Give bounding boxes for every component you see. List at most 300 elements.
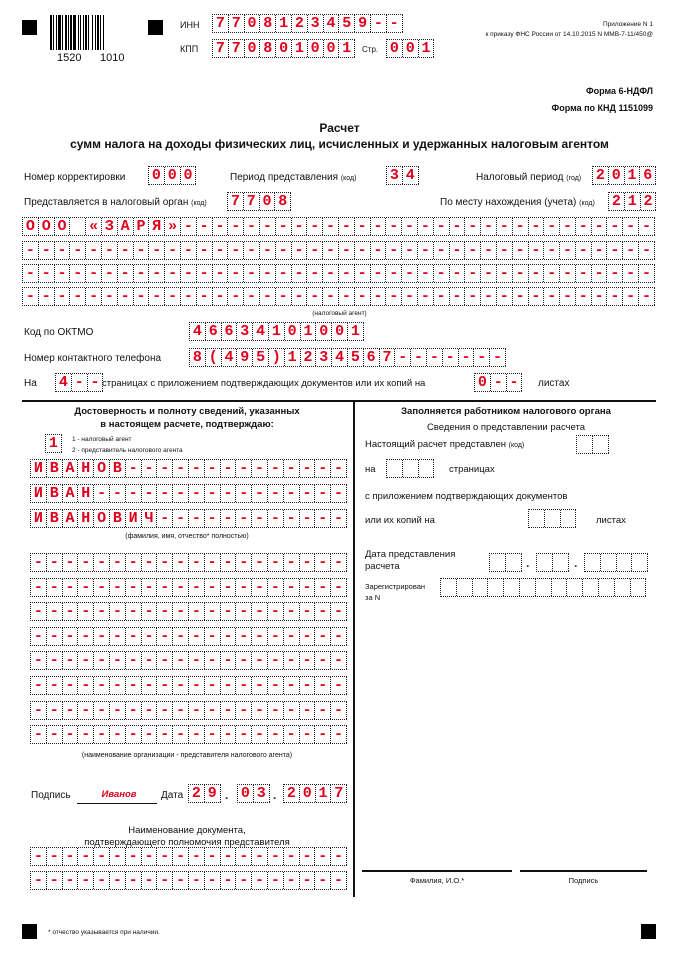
char-cell: - bbox=[607, 288, 623, 305]
char-cell: - bbox=[252, 554, 268, 571]
submission-date-month[interactable] bbox=[536, 553, 569, 572]
char-cell: - bbox=[47, 554, 63, 571]
char-cell: 0 bbox=[403, 40, 419, 57]
char-cell bbox=[577, 436, 593, 453]
char-cell: - bbox=[402, 265, 418, 282]
char-cell: - bbox=[63, 554, 79, 571]
char-cell: - bbox=[236, 872, 252, 889]
date-year-field[interactable] bbox=[283, 784, 347, 803]
char-cell: 3 bbox=[254, 785, 270, 802]
char-cell: - bbox=[236, 726, 252, 743]
char-cell: - bbox=[300, 485, 316, 502]
char-cell: 7 bbox=[229, 40, 245, 57]
char-cell: А bbox=[63, 510, 79, 527]
char-cell: - bbox=[544, 265, 560, 282]
tax-office-heading: Заполняется работником налогового органа bbox=[401, 406, 611, 417]
char-cell: - bbox=[529, 218, 545, 235]
char-cell: - bbox=[213, 218, 229, 235]
char-cell: - bbox=[189, 603, 205, 620]
char-cell: - bbox=[268, 726, 284, 743]
char-cell: « bbox=[86, 218, 102, 235]
char-cell: - bbox=[331, 726, 347, 743]
char-cell: - bbox=[434, 288, 450, 305]
char-cell: - bbox=[63, 848, 79, 865]
char-cell: - bbox=[142, 485, 158, 502]
location-label bbox=[440, 197, 595, 208]
char-cell: - bbox=[481, 242, 497, 259]
char-cell: - bbox=[23, 265, 39, 282]
char-cell: - bbox=[110, 579, 126, 596]
barcode bbox=[50, 15, 135, 50]
char-cell: - bbox=[284, 628, 300, 645]
location-label-text: По месту нахождения (учета) bbox=[440, 197, 577, 208]
char-cell: - bbox=[63, 872, 79, 889]
char-cell: - bbox=[576, 265, 592, 282]
char-cell: - bbox=[507, 374, 523, 391]
char-cell: - bbox=[236, 579, 252, 596]
phone-field[interactable] bbox=[189, 348, 506, 367]
agent-name-row-2[interactable] bbox=[22, 241, 655, 260]
first-name-field[interactable] bbox=[30, 484, 347, 503]
correction-number-field[interactable] bbox=[148, 166, 196, 185]
char-cell: 0 bbox=[332, 323, 348, 340]
char-cell: - bbox=[47, 579, 63, 596]
char-cell: - bbox=[102, 242, 118, 259]
org-name-row[interactable] bbox=[30, 676, 347, 695]
char-cell: - bbox=[110, 652, 126, 669]
char-cell: - bbox=[39, 288, 55, 305]
submission-date-day[interactable] bbox=[489, 553, 522, 572]
char-cell: - bbox=[173, 579, 189, 596]
tax-period-label-text: Налоговый период bbox=[476, 172, 564, 183]
barcode-bar bbox=[104, 15, 106, 50]
char-cell: 0 bbox=[149, 167, 165, 184]
char-cell: - bbox=[78, 702, 94, 719]
char-cell: - bbox=[607, 242, 623, 259]
char-cell: - bbox=[331, 652, 347, 669]
char-cell: 2 bbox=[292, 15, 308, 32]
char-cell: - bbox=[157, 872, 173, 889]
org-name-row[interactable] bbox=[30, 578, 347, 597]
char-cell: - bbox=[371, 218, 387, 235]
char-cell: - bbox=[126, 872, 142, 889]
char-cell: - bbox=[157, 554, 173, 571]
submission-date-label-line2: расчета bbox=[365, 561, 400, 572]
char-cell: О bbox=[55, 218, 71, 235]
char-cell: - bbox=[560, 288, 576, 305]
char-cell: - bbox=[118, 288, 134, 305]
signer-type-field[interactable] bbox=[45, 434, 62, 453]
char-cell: - bbox=[252, 485, 268, 502]
char-cell: - bbox=[157, 726, 173, 743]
date-separator: . bbox=[574, 556, 578, 570]
char-cell: - bbox=[300, 628, 316, 645]
correction-label: Номер корректировки bbox=[24, 172, 126, 183]
char-cell: - bbox=[331, 603, 347, 620]
char-cell: 3 bbox=[237, 323, 253, 340]
char-cell bbox=[585, 554, 601, 571]
char-cell: - bbox=[418, 218, 434, 235]
char-cell: 1 bbox=[292, 40, 308, 57]
char-cell: Я bbox=[149, 218, 165, 235]
char-cell: 0 bbox=[260, 193, 276, 210]
char-cell: - bbox=[576, 288, 592, 305]
confirmation-heading-line2: в настоящем расчете, подтверждаю: bbox=[100, 419, 274, 430]
char-cell: - bbox=[284, 848, 300, 865]
char-cell: - bbox=[236, 702, 252, 719]
attachments-line1: с приложением подтверждающих документов bbox=[365, 491, 568, 502]
char-cell: 8 bbox=[260, 40, 276, 57]
date-label: Дата bbox=[161, 790, 184, 801]
char-cell bbox=[473, 579, 489, 596]
char-cell: - bbox=[490, 349, 506, 366]
org-name-row[interactable] bbox=[30, 651, 347, 670]
char-cell: - bbox=[47, 848, 63, 865]
doc-name-row-2[interactable] bbox=[30, 871, 347, 890]
char-cell: 7 bbox=[380, 349, 396, 366]
char-cell: - bbox=[450, 218, 466, 235]
org-name-row[interactable] bbox=[30, 725, 347, 744]
kpp-field[interactable] bbox=[212, 39, 355, 58]
char-cell: - bbox=[529, 265, 545, 282]
signature-value[interactable]: Иванов bbox=[101, 789, 137, 800]
period-field[interactable] bbox=[386, 166, 419, 185]
section-divider-horizontal bbox=[22, 400, 656, 402]
char-cell: - bbox=[189, 677, 205, 694]
char-cell: - bbox=[142, 652, 158, 669]
char-cell: - bbox=[205, 628, 221, 645]
pages-text: страницах с приложением подтверждающих документов или их копий на bbox=[102, 378, 426, 389]
patronymic-field[interactable] bbox=[30, 509, 347, 528]
char-cell: - bbox=[78, 848, 94, 865]
submission-date-year[interactable] bbox=[584, 553, 648, 572]
char-cell: 1 bbox=[625, 167, 641, 184]
section-divider-vertical bbox=[353, 400, 355, 897]
char-cell: - bbox=[221, 652, 237, 669]
char-cell: - bbox=[39, 265, 55, 282]
char-cell: - bbox=[134, 265, 150, 282]
page-number-field[interactable] bbox=[386, 39, 434, 58]
char-cell: - bbox=[371, 242, 387, 259]
char-cell: - bbox=[244, 242, 260, 259]
char-cell: - bbox=[197, 242, 213, 259]
char-cell: - bbox=[205, 677, 221, 694]
footnote: * отчество указывается при наличии. bbox=[48, 929, 160, 936]
char-cell: - bbox=[300, 652, 316, 669]
char-cell: - bbox=[205, 726, 221, 743]
char-cell: - bbox=[31, 652, 47, 669]
registration-number-field[interactable] bbox=[440, 578, 646, 597]
char-cell: - bbox=[236, 652, 252, 669]
char-cell: - bbox=[371, 265, 387, 282]
char-cell: - bbox=[94, 872, 110, 889]
char-cell: - bbox=[623, 265, 639, 282]
char-cell: - bbox=[47, 652, 63, 669]
char-cell: - bbox=[244, 265, 260, 282]
char-cell: - bbox=[197, 218, 213, 235]
char-cell: - bbox=[252, 510, 268, 527]
char-cell: - bbox=[205, 652, 221, 669]
char-cell: - bbox=[157, 485, 173, 502]
registration-mark-bottom-right bbox=[641, 924, 656, 939]
char-cell: 0 bbox=[245, 40, 261, 57]
signer-option-1: 1 - налоговый агент bbox=[72, 436, 132, 443]
char-cell: - bbox=[126, 677, 142, 694]
char-cell: - bbox=[315, 485, 331, 502]
char-cell: А bbox=[118, 218, 134, 235]
doc-name-row-1[interactable] bbox=[30, 847, 347, 866]
char-cell: - bbox=[284, 460, 300, 477]
char-cell: - bbox=[47, 677, 63, 694]
char-cell: - bbox=[268, 872, 284, 889]
char-cell: - bbox=[411, 349, 427, 366]
char-cell: - bbox=[300, 510, 316, 527]
char-cell: - bbox=[465, 242, 481, 259]
char-cell: 0 bbox=[300, 785, 316, 802]
char-cell: - bbox=[126, 579, 142, 596]
doc-heading-line2: подтверждающего полномочия представителя bbox=[84, 837, 290, 848]
char-cell bbox=[419, 460, 435, 477]
char-cell bbox=[529, 510, 545, 527]
char-cell: 3 bbox=[308, 15, 324, 32]
char-cell: 1 bbox=[46, 435, 62, 452]
tax-authority-label bbox=[24, 197, 207, 208]
char-cell: - bbox=[386, 288, 402, 305]
registered-label-line1: Зарегистрирован bbox=[365, 582, 426, 591]
char-cell: 3 bbox=[316, 349, 332, 366]
appendix-line1: Приложение N 1 bbox=[602, 21, 653, 28]
agent-name-row-1[interactable] bbox=[22, 217, 655, 236]
char-cell: - bbox=[544, 218, 560, 235]
char-cell: - bbox=[260, 265, 276, 282]
org-name-row[interactable] bbox=[30, 627, 347, 646]
date-month-field[interactable] bbox=[237, 784, 270, 803]
char-cell: - bbox=[94, 603, 110, 620]
char-cell: - bbox=[63, 603, 79, 620]
char-cell: - bbox=[173, 628, 189, 645]
char-cell: - bbox=[623, 218, 639, 235]
char-cell: - bbox=[228, 288, 244, 305]
sheets-suffix: листах bbox=[538, 378, 570, 389]
char-cell: - bbox=[315, 603, 331, 620]
date-day-field[interactable] bbox=[188, 784, 221, 803]
org-name-row[interactable] bbox=[30, 701, 347, 720]
agent-caption: (налоговый агент) bbox=[312, 310, 367, 317]
officer-name-line bbox=[362, 870, 512, 872]
char-cell bbox=[490, 554, 506, 571]
char-cell: 1 bbox=[269, 323, 285, 340]
registration-mark-bottom-left bbox=[22, 924, 37, 939]
tax-period-field[interactable] bbox=[592, 166, 656, 185]
char-cell: - bbox=[142, 872, 158, 889]
char-cell: - bbox=[221, 485, 237, 502]
doc-heading-line1: Наименование документа, bbox=[128, 825, 246, 836]
tax-authority-code-hint: (код) bbox=[191, 200, 207, 207]
char-cell: - bbox=[94, 652, 110, 669]
char-cell: - bbox=[221, 628, 237, 645]
char-cell bbox=[520, 579, 536, 596]
char-cell: - bbox=[576, 242, 592, 259]
agent-name-row-3[interactable] bbox=[22, 264, 655, 283]
char-cell: - bbox=[72, 374, 88, 391]
char-cell: ( bbox=[206, 349, 222, 366]
char-cell: - bbox=[205, 554, 221, 571]
char-cell: - bbox=[331, 848, 347, 865]
char-cell: - bbox=[434, 242, 450, 259]
char-cell: О bbox=[39, 218, 55, 235]
tax-authority-field[interactable] bbox=[227, 192, 291, 211]
char-cell: - bbox=[55, 288, 71, 305]
char-cell: - bbox=[47, 702, 63, 719]
char-cell: - bbox=[86, 288, 102, 305]
char-cell: - bbox=[173, 726, 189, 743]
char-cell: - bbox=[63, 702, 79, 719]
char-cell: - bbox=[173, 603, 189, 620]
char-cell: - bbox=[465, 218, 481, 235]
char-cell: - bbox=[371, 288, 387, 305]
agent-name-row-4[interactable] bbox=[22, 287, 655, 306]
char-cell: - bbox=[284, 510, 300, 527]
char-cell: - bbox=[94, 848, 110, 865]
char-cell bbox=[552, 579, 568, 596]
oktmo-field[interactable] bbox=[189, 322, 364, 341]
char-cell: - bbox=[221, 554, 237, 571]
char-cell: - bbox=[142, 603, 158, 620]
tax-period-label bbox=[476, 172, 581, 183]
char-cell: - bbox=[481, 265, 497, 282]
char-cell: И bbox=[31, 485, 47, 502]
char-cell: - bbox=[355, 242, 371, 259]
location-field[interactable] bbox=[608, 192, 656, 211]
char-cell: - bbox=[268, 510, 284, 527]
char-cell: - bbox=[94, 554, 110, 571]
char-cell: - bbox=[284, 872, 300, 889]
inn-field[interactable] bbox=[212, 14, 403, 33]
char-cell: 0 bbox=[387, 40, 403, 57]
char-cell: - bbox=[300, 872, 316, 889]
char-cell: - bbox=[323, 242, 339, 259]
char-cell: - bbox=[450, 288, 466, 305]
char-cell: - bbox=[142, 702, 158, 719]
pages-count-field[interactable] bbox=[55, 373, 103, 392]
char-cell: 4 bbox=[324, 15, 340, 32]
char-cell: - bbox=[639, 242, 655, 259]
char-cell: З bbox=[102, 218, 118, 235]
char-cell: - bbox=[544, 288, 560, 305]
char-cell: - bbox=[236, 554, 252, 571]
char-cell: - bbox=[307, 218, 323, 235]
char-cell: 5 bbox=[253, 349, 269, 366]
char-cell: - bbox=[497, 218, 513, 235]
char-cell: - bbox=[205, 872, 221, 889]
char-cell: 1 bbox=[285, 349, 301, 366]
char-cell: - bbox=[189, 510, 205, 527]
char-cell bbox=[506, 554, 522, 571]
char-cell: - bbox=[39, 242, 55, 259]
char-cell: 9 bbox=[355, 15, 371, 32]
char-cell: - bbox=[268, 702, 284, 719]
org-name-row[interactable] bbox=[30, 553, 347, 572]
char-cell: - bbox=[292, 242, 308, 259]
char-cell: - bbox=[134, 242, 150, 259]
char-cell: - bbox=[31, 848, 47, 865]
char-cell: - bbox=[623, 242, 639, 259]
char-cell: 0 bbox=[475, 374, 491, 391]
char-cell: 9 bbox=[237, 349, 253, 366]
char-cell: - bbox=[94, 579, 110, 596]
submitted-code-hint: (код) bbox=[508, 442, 525, 449]
char-cell: - bbox=[236, 677, 252, 694]
char-cell: 8 bbox=[190, 349, 206, 366]
char-cell: - bbox=[276, 265, 292, 282]
char-cell: - bbox=[221, 848, 237, 865]
char-cell: - bbox=[63, 726, 79, 743]
char-cell: - bbox=[110, 702, 126, 719]
char-cell: - bbox=[213, 242, 229, 259]
char-cell: - bbox=[213, 288, 229, 305]
char-cell: 1 bbox=[625, 193, 641, 210]
char-cell: - bbox=[260, 288, 276, 305]
char-cell: - bbox=[110, 485, 126, 502]
char-cell: 1 bbox=[301, 323, 317, 340]
char-cell: - bbox=[315, 579, 331, 596]
char-cell: - bbox=[63, 628, 79, 645]
char-cell: - bbox=[110, 726, 126, 743]
char-cell: - bbox=[118, 242, 134, 259]
char-cell: - bbox=[221, 510, 237, 527]
char-cell: И bbox=[31, 510, 47, 527]
char-cell: - bbox=[465, 288, 481, 305]
char-cell: - bbox=[189, 485, 205, 502]
char-cell: - bbox=[315, 628, 331, 645]
location-code-hint: (код) bbox=[579, 200, 595, 207]
char-cell: 4 bbox=[222, 349, 238, 366]
char-cell: - bbox=[228, 242, 244, 259]
char-cell: - bbox=[221, 872, 237, 889]
char-cell: - bbox=[134, 288, 150, 305]
char-cell: - bbox=[31, 628, 47, 645]
char-cell: 1 bbox=[419, 40, 435, 57]
char-cell: - bbox=[307, 288, 323, 305]
char-cell: - bbox=[23, 242, 39, 259]
office-sheets-field[interactable] bbox=[528, 509, 576, 528]
char-cell: - bbox=[110, 554, 126, 571]
char-cell: - bbox=[339, 288, 355, 305]
org-name-row[interactable] bbox=[30, 602, 347, 621]
char-cell bbox=[601, 554, 617, 571]
office-pages-field[interactable] bbox=[386, 459, 434, 478]
char-cell bbox=[441, 579, 457, 596]
char-cell: - bbox=[78, 872, 94, 889]
char-cell: - bbox=[78, 677, 94, 694]
char-cell: - bbox=[221, 603, 237, 620]
char-cell: 4 bbox=[56, 374, 72, 391]
sheets-count-field[interactable] bbox=[474, 373, 522, 392]
char-cell: - bbox=[173, 510, 189, 527]
char-cell: - bbox=[395, 349, 411, 366]
char-cell: - bbox=[78, 726, 94, 743]
char-cell: - bbox=[189, 579, 205, 596]
char-cell: - bbox=[110, 677, 126, 694]
surname-field[interactable] bbox=[30, 459, 347, 478]
char-cell: 2 bbox=[301, 349, 317, 366]
char-cell: - bbox=[94, 726, 110, 743]
char-cell: » bbox=[165, 218, 181, 235]
submission-code-field[interactable] bbox=[576, 435, 609, 454]
char-cell: - bbox=[142, 677, 158, 694]
char-cell: - bbox=[173, 702, 189, 719]
char-cell: - bbox=[315, 848, 331, 865]
